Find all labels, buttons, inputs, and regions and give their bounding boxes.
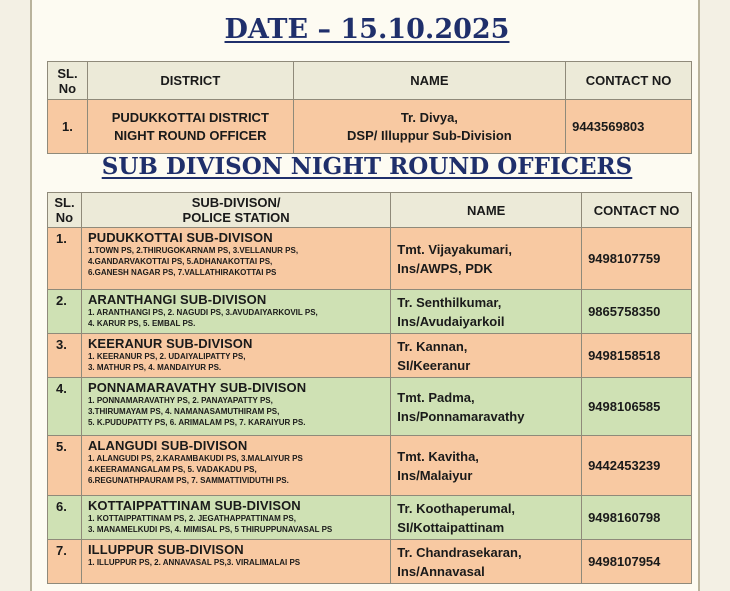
subdivision-name: PONNAMARAVATHY SUB-DIVISON — [87, 380, 307, 395]
sub-division-table — [47, 192, 692, 584]
officer-name-line: Tr. Chandrasekaran, — [397, 544, 522, 560]
row-officer-name — [391, 378, 582, 436]
row-sl: 5. — [48, 436, 82, 496]
officer-name-line: Ins/Annavasal — [397, 563, 485, 579]
police-station-line: 1. KEERANUR PS, 2. UDAIYALIPATTY PS, — [87, 352, 246, 361]
col-sub-label: SUB-DIVISON/ — [191, 195, 281, 210]
row-contact: 9498160798 — [582, 496, 692, 540]
row-officer-name — [391, 436, 582, 496]
subdivision-name: KOTTAIPPATTINAM SUB-DIVISON — [87, 498, 301, 513]
police-station-line: 4. KARUR PS, 5. EMBAL PS. — [87, 319, 196, 328]
police-station-line: 5. K.PUDUPATTY PS, 6. ARIMALAM PS, 7. KARAIYUR PS. — [87, 418, 306, 427]
row-subdivision — [81, 290, 390, 334]
district-line: PUDUKKOTTAI DISTRICT — [111, 109, 269, 125]
police-station-line: 1. ARANTHANGI PS, 2. NAGUDI PS, 3.AVUDAIYARKOVIL PS, — [87, 308, 318, 317]
row-contact: 9865758350 — [582, 290, 692, 334]
row-officer-name — [391, 290, 582, 334]
row-contact: 9498158518 — [582, 334, 692, 378]
row-sl: 1. — [48, 228, 82, 290]
row-contact: 9498106585 — [582, 378, 692, 436]
police-station-line: 6.REGUNATHPAURAM PS, 7. SAMMATTIVIDUTHI PS. — [87, 476, 289, 485]
sub-division-rows — [48, 228, 692, 584]
officer-name-line: Tr. Kannan, — [397, 338, 468, 354]
subdivision-name: ALANGUDI SUB-DIVISON — [87, 438, 248, 453]
table-row — [48, 540, 692, 584]
officer-name-line: SI/Kottaipattinam — [397, 519, 505, 535]
row-officer-name — [391, 540, 582, 584]
row-contact: 9498107954 — [582, 540, 692, 584]
table-row — [48, 290, 692, 334]
col-sl-header — [48, 62, 88, 100]
row-contact: 9443569803 — [566, 100, 692, 154]
row-subdivision — [81, 334, 390, 378]
subdivision-name: ARANTHANGI SUB-DIVISON — [87, 292, 267, 307]
police-station-line: 1. PONNAMARAVATHY PS, 2. PANAYAPATTY PS, — [87, 396, 273, 405]
police-station-line: 1. KOTTAIPPATTINAM PS, 2. JEGATHAPPATTINAM PS, — [87, 514, 296, 523]
officer-name-line: Ins/Malaiyur — [397, 467, 473, 483]
row-subdivision — [81, 540, 390, 584]
officer-name-line: Tr. Koothaperumal, — [397, 500, 516, 516]
date-title: DATE – 15.10.2025 — [224, 14, 510, 45]
subdivision-name: KEERANUR SUB-DIVISON — [87, 336, 253, 351]
officer-name-line: Tmt. Vijayakumari, — [397, 241, 512, 257]
row-officer-name — [391, 496, 582, 540]
col-subdivision-header — [81, 193, 390, 228]
subdivision-name: ILLUPPUR SUB-DIVISON — [87, 542, 244, 557]
police-station-line: 3. MANAMELKUDI PS, 4. MIMISAL PS, 5 THIRUPPUNAVASAL PS — [87, 525, 333, 534]
row-sl: 2. — [48, 290, 82, 334]
officer-name-line: SI/Keeranur — [397, 357, 471, 373]
table-header-row — [48, 62, 692, 100]
subdivision-name: PUDUKKOTTAI SUB-DIVISON — [87, 230, 273, 245]
row-sl: 1. — [48, 100, 88, 154]
row-subdivision — [81, 228, 390, 290]
name-line: Tr. Divya, — [400, 109, 458, 125]
row-sl: 7. — [48, 540, 82, 584]
row-sl: 6. — [48, 496, 82, 540]
officer-name-line: Tr. Senthilkumar, — [397, 294, 502, 310]
row-officer-name — [391, 334, 582, 378]
officer-name-line: Ins/Avudaiyarkoil — [397, 313, 505, 329]
officer-name-line: Ins/AWPS, PDK — [397, 260, 493, 276]
col-name-header: NAME — [293, 62, 565, 100]
row-sl: 3. — [48, 334, 82, 378]
row-subdivision — [81, 436, 390, 496]
col-sl-label: SL. — [57, 65, 78, 81]
district-line: NIGHT ROUND OFFICER — [114, 127, 267, 143]
col-name-header: NAME — [391, 193, 582, 228]
table-row — [48, 378, 692, 436]
table-row — [48, 100, 692, 154]
police-station-line: 6.GANESH NAGAR PS, 7.VALLATHIRAKOTTAI PS — [87, 268, 277, 277]
table-header-row — [48, 193, 692, 228]
police-station-line: 1. ILLUPPUR PS, 2. ANNAVASAL PS,3. VIRALIMALAI PS — [87, 558, 301, 567]
col-ps-label: POLICE STATION — [182, 210, 290, 225]
police-station-line: 4.KEERAMANGALAM PS, 5. VADAKADU PS, — [87, 465, 257, 474]
name-line: DSP/ Illuppur Sub-Division — [347, 127, 512, 143]
officer-name-line: Tmt. Kavitha, — [397, 448, 479, 464]
row-district — [87, 100, 293, 154]
officer-name-line: Tmt. Padma, — [397, 389, 475, 405]
col-sl-header — [48, 193, 82, 228]
col-district-header: DISTRICT — [87, 62, 293, 100]
police-station-line: 1. ALANGUDI PS, 2.KARAMBAKUDI PS, 3.MALAIYUR PS — [87, 454, 303, 463]
officer-name-line: Ins/Ponnamaravathy — [397, 408, 525, 424]
row-sl: 4. — [48, 378, 82, 436]
row-name — [293, 100, 565, 154]
row-contact: 9498107759 — [582, 228, 692, 290]
col-contact-header: CONTACT NO — [566, 62, 692, 100]
col-no-label: No — [58, 80, 77, 96]
table-row — [48, 228, 692, 290]
row-subdivision — [81, 378, 390, 436]
district-officer-table — [47, 61, 692, 154]
table-row — [48, 496, 692, 540]
sub-division-title: SUB DIVISON NIGHT ROUND OFFICERS — [101, 153, 633, 180]
row-contact: 9442453239 — [582, 436, 692, 496]
table-row — [48, 334, 692, 378]
document-page — [30, 0, 700, 591]
col-sl-label: SL. — [54, 195, 75, 210]
police-station-line: 1.TOWN PS, 2.THIRUGOKARNAM PS, 3.VELLANUR PS, — [87, 246, 299, 255]
row-subdivision — [81, 496, 390, 540]
police-station-line: 3. MATHUR PS, 4. MANDAIYUR PS. — [87, 363, 222, 372]
police-station-line: 4.GANDARVAKOTTAI PS, 5.ADHANAKOTTAI PS, — [87, 257, 273, 266]
table-row — [48, 436, 692, 496]
police-station-line: 3.THIRUMAYAM PS, 4. NAMANASAMUTHIRAM PS, — [87, 407, 280, 416]
col-contact-header: CONTACT NO — [582, 193, 692, 228]
col-no-label: No — [55, 210, 74, 225]
row-officer-name — [391, 228, 582, 290]
